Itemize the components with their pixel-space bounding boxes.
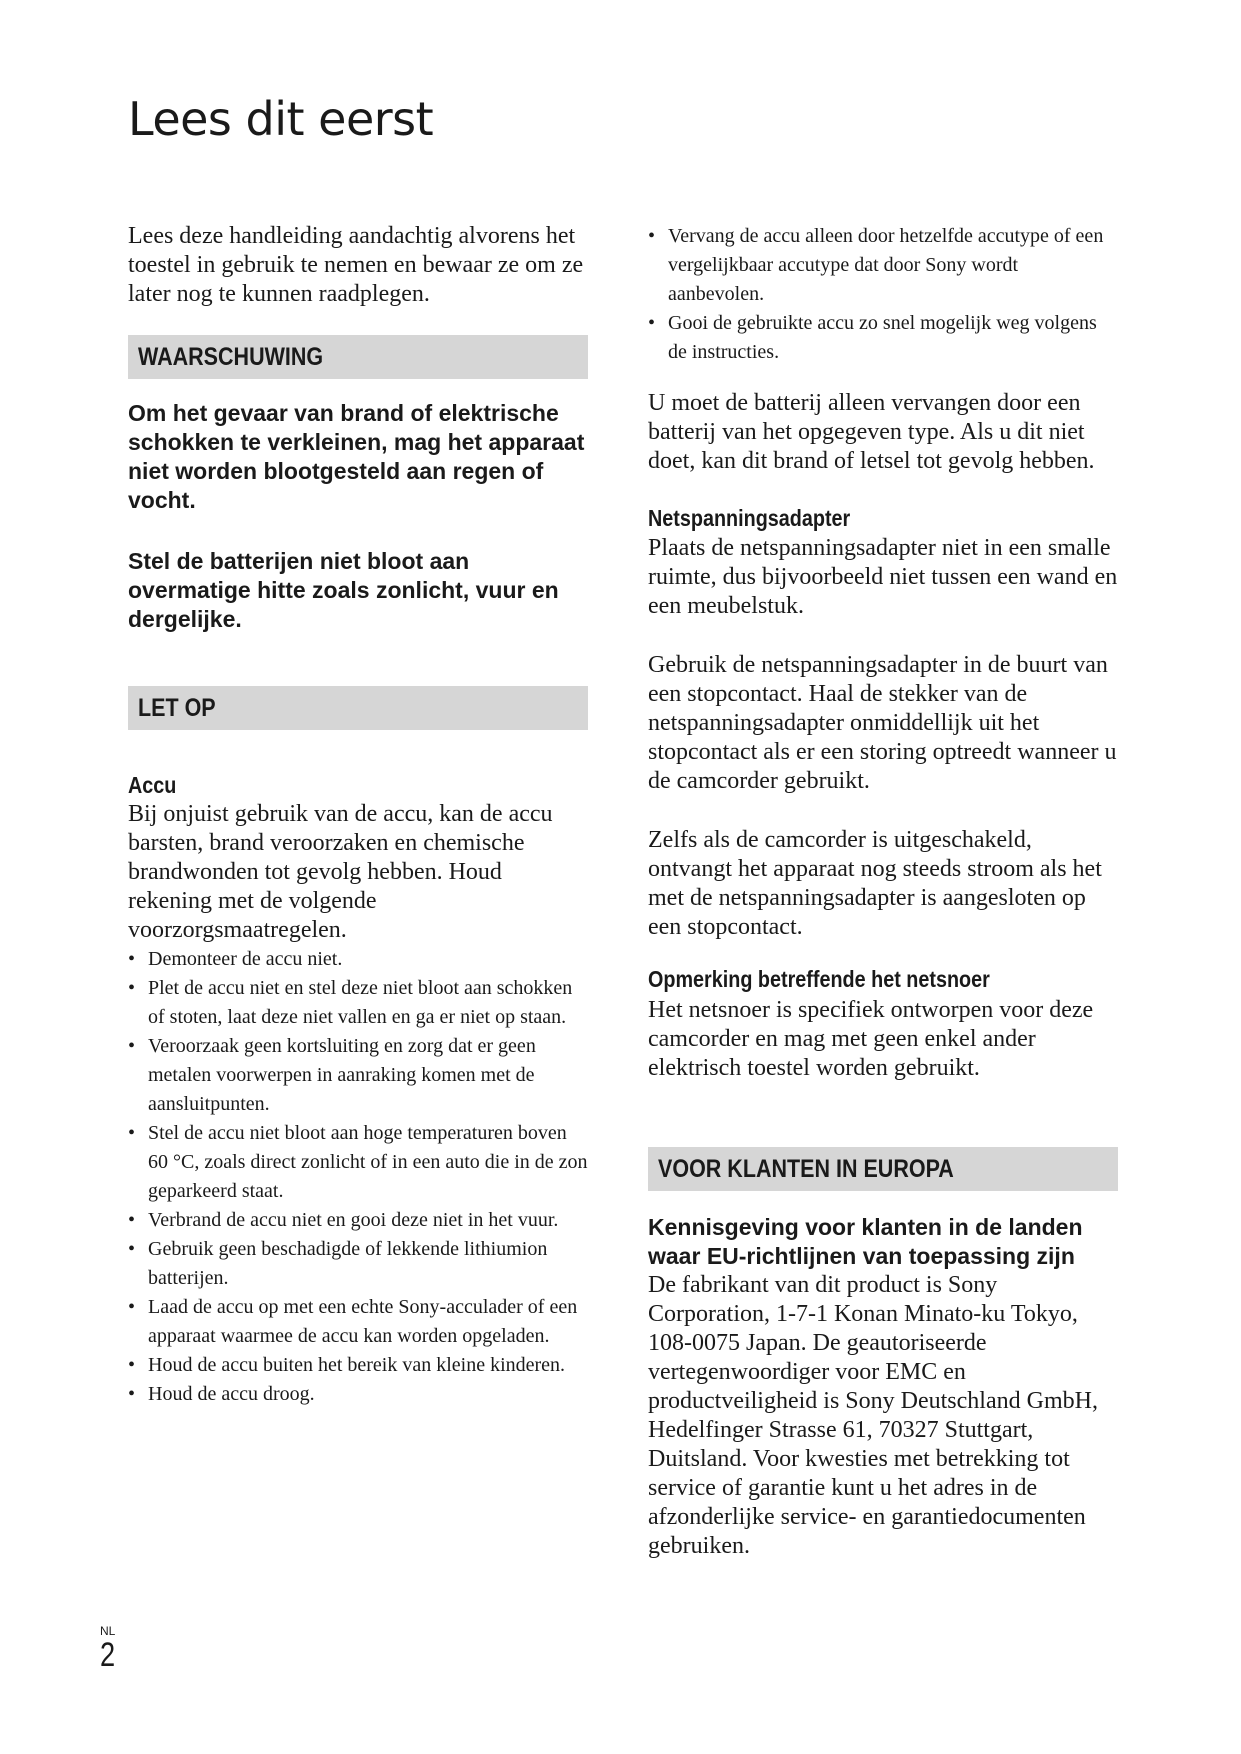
adapter-text-1: Plaats de netspanningsadapter niet in een smalle ruimte, dus bijvoorbeeld niet tussen een wand en een meubelstuk. xyxy=(648,535,1118,619)
cord-text: Het netsnoer is specifiek ontworpen voor deze camcorder en mag met geen enkel ander elektrisch toestel worden gebruikt. xyxy=(648,997,1094,1081)
warning-text-1: Om het gevaar van brand of elektrische schokken te verkleinen, mag het apparaat niet worden blootgesteld aan regen of vocht. xyxy=(128,400,585,513)
adapter-heading-text: Netspanningsadapter xyxy=(648,505,851,531)
accu-heading-text: Accu xyxy=(128,772,177,798)
accu-replacement-list xyxy=(648,222,1118,367)
warning-heading: WAARSCHUWING xyxy=(138,342,324,371)
eu-text: De fabrikant van dit product is Sony Corporation, 1-7-1 Konan Minato-ku Tokyo, 108-0075 Japan. De geautoriseerde vertegenwoordiger voor EMC en productveiligheid is Sony Deutschland GmbH, Hedelfinger Strasse 61, 70327 Stuttgart, Duitsland. Voor kwesties met betrekking tot service of garantie kunt u het adres in de afzonderlijke service- en garantiedocumenten gebruiken. xyxy=(648,1272,1098,1559)
page-number: 2 xyxy=(100,1636,116,1674)
list-item: • Stel de accu niet bloot aan hoge temperaturen boven 60 °C, zoals direct zonlicht of in een auto die in de zon geparkeerd staat. xyxy=(128,1119,588,1206)
list-item: • Vervang de accu alleen door hetzelfde accutype of een vergelijkbaar accutype dat door Sony wordt aanbevolen. xyxy=(648,222,1118,309)
list-item: • Houd de accu droog. xyxy=(128,1380,588,1409)
list-item: • Laad de accu op met een echte Sony-acculader of een apparaat waarmee de accu kan worden opgeladen. xyxy=(128,1293,588,1351)
accu-precautions-list xyxy=(128,945,588,1409)
warning-heading-band xyxy=(128,335,588,379)
right-column xyxy=(648,222,1118,1561)
europe-heading: VOOR KLANTEN IN EUROPA xyxy=(658,1154,954,1183)
caution-heading: LET OP xyxy=(138,693,216,722)
list-item: • Verbrand de accu niet en gooi deze niet in het vuur. xyxy=(128,1206,588,1235)
adapter-heading xyxy=(648,502,1118,534)
adapter-text-2: Gebruik de netspanningsadapter in de buurt van een stopcontact. Haal de stekker van de netspanningsadapter onmiddellijk uit het stopcontact als er een storing optreedt wanneer u de camcorder gebruikt. xyxy=(648,652,1117,794)
accu-heading xyxy=(128,770,588,800)
accu-text: Bij onjuist gebruik van de accu, kan de accu barsten, brand veroorzaken en chemische brandwonden tot gevolg hebben. Houd rekening met de volgende voorzorgsmaatregelen. xyxy=(128,801,553,943)
list-item: • Gebruik geen beschadigde of lekkende lithiumion batterijen. xyxy=(128,1235,588,1293)
page-language: NL xyxy=(100,1624,116,1638)
list-item: • Veroorzaak geen kortsluiting en zorg dat er geen metalen voorwerpen in aanraking komen met de aansluitpunten. xyxy=(128,1032,588,1119)
europe-heading-band xyxy=(648,1147,1118,1191)
page-number-block xyxy=(100,1624,119,1672)
battery-text: U moet de batterij alleen vervangen door een batterij van het opgegeven type. Als u dit niet doet, kan dit brand of letsel tot gevolg hebben. xyxy=(648,390,1095,474)
intro-text: Lees deze handleiding aandachtig alvorens het toestel in gebruik te nemen en bewaar ze om ze later nog te kunnen raadplegen. xyxy=(128,223,584,307)
left-column xyxy=(128,222,588,1409)
page-title: Lees dit eerst xyxy=(128,92,434,146)
list-item: • Houd de accu buiten het bereik van kleine kinderen. xyxy=(128,1351,588,1380)
cord-heading-text: Opmerking betreffende het netsnoer xyxy=(648,966,990,992)
list-item: • Gooi de gebruikte accu zo snel mogelijk weg volgens de instructies. xyxy=(648,309,1118,367)
list-item: • Demonteer de accu niet. xyxy=(128,945,588,974)
eu-notice-heading: Kennisgeving voor klanten in de landen waar EU-richtlijnen van toepassing zijn xyxy=(648,1214,1083,1269)
list-item: • Plet de accu niet en stel deze niet bloot aan schokken of stoten, laat deze niet vallen en ga er niet op staan. xyxy=(128,974,588,1032)
caution-heading-band xyxy=(128,686,588,730)
warning-text-2: Stel de batterijen niet bloot aan overmatige hitte zoals zonlicht, vuur en dergelijke. xyxy=(128,548,559,632)
adapter-text-3: Zelfs als de camcorder is uitgeschakeld, ontvangt het apparaat nog steeds stroom als het met de netspanningsadapter is aangesloten op een stopcontact. xyxy=(648,827,1102,940)
cord-heading xyxy=(648,962,1118,996)
